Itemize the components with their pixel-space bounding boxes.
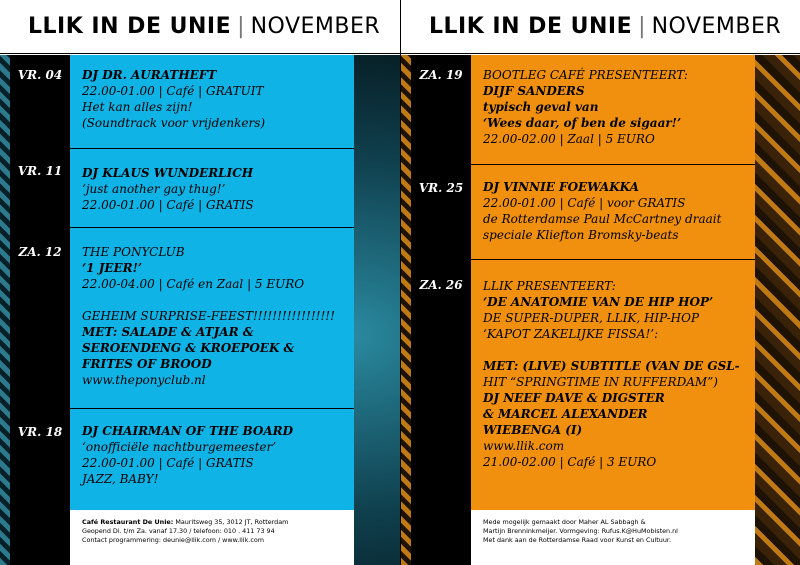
left-header <box>0 0 400 54</box>
event-item <box>70 148 354 227</box>
event-time: 22.00-02.00 | Zaal | 5 EURO <box>483 132 655 146</box>
right-header <box>401 0 800 54</box>
event-presenter: THE PONYCLUB <box>82 245 185 259</box>
event-url[interactable]: www.llik.com <box>483 439 565 453</box>
header-title: LLIK IN DE UNIE <box>28 14 232 39</box>
header-separator: | <box>237 14 245 39</box>
event-item <box>471 55 755 164</box>
event-line: typisch geval van <box>483 100 599 114</box>
event-line: WIEBENGA (I) <box>483 423 583 437</box>
event-line: ‘onofficiële nachtburgemeester’ <box>82 440 277 454</box>
right-edge-stripes <box>401 55 411 565</box>
event-time: 22.00-01.00 | Café | GRATIS <box>82 198 254 212</box>
credits-line: Mede mogelijk gemaakt door Maher AL Sabbagh & <box>483 518 646 526</box>
event-line: GEHEIM SURPRISE-FEEST!!!!!!!!!!!!!!!!! <box>82 309 335 323</box>
event-presenter: BOOTLEG CAFÉ PRESENTEERT: <box>483 68 688 82</box>
venue-address: Mauritsweg 35, 3012 JT, Rotterdam <box>173 518 289 526</box>
event-title: DJ KLAUS WUNDERLICH <box>82 166 254 180</box>
event-line: ‘Wees daar, of ben de sigaar!’ <box>483 116 682 130</box>
event-panel <box>471 55 755 510</box>
event-item <box>70 227 354 408</box>
event-item <box>471 259 755 510</box>
event-date: ZA. 12 <box>18 245 62 259</box>
event-title: DJ CHAIRMAN OF THE BOARD <box>82 424 294 438</box>
event-date: VR. 18 <box>17 425 63 439</box>
event-line: ‘just another gay thug!’ <box>82 182 226 196</box>
opening-hours: Geopend Di. t/m Za. vanaf 17.30 / telefoon: 010 . 411 73 94 <box>82 527 275 535</box>
event-line: speciale Kliefton Bromsky-beats <box>483 228 679 242</box>
credits-line: Met dank aan de Rotterdamse Raad voor Kunst en Cultuur. <box>483 536 671 544</box>
contact-info: Contact programmering: deunie@llik.com / www.llik.com <box>82 536 264 544</box>
event-line: de Rotterdamse Paul McCartney draait <box>483 212 722 226</box>
header-separator: | <box>638 14 646 39</box>
event-date: ZA. 19 <box>419 68 463 82</box>
event-time: 22.00-04.00 | Café en Zaal | 5 EURO <box>82 277 305 291</box>
event-item <box>70 408 354 510</box>
header-month: NOVEMBER <box>250 14 381 39</box>
event-title: ‘1 JEER!’ <box>82 261 143 275</box>
event-date: VR. 25 <box>418 181 464 195</box>
event-title: DJ DR. AURATHEFT <box>82 68 217 82</box>
right-page <box>400 0 800 565</box>
date-column <box>411 55 471 565</box>
event-date: VR. 11 <box>17 164 63 178</box>
event-line: Het kan alles zijn! <box>82 100 193 114</box>
date-column <box>10 55 70 565</box>
event-presenter: LLIK PRESENTEERT: <box>483 279 616 293</box>
event-title: DJ VINNIE FOEWAKKA <box>483 180 639 194</box>
event-line: MET: (LIVE) SUBTITLE (VAN DE GSL- <box>483 359 740 373</box>
event-line: DE SUPER-DUPER, LLIK, HIP-HOP <box>483 311 700 325</box>
credits-footer <box>471 510 755 565</box>
event-line: ‘KAPOT ZAKELIJKE FISSA!’: <box>483 327 659 341</box>
credits-line: Martijn Brenninkmeijer. Vormgeving: Rufus.K@HuMobisten.nl <box>483 527 678 535</box>
event-line: JAZZ, BABY! <box>82 472 159 486</box>
event-line: DJ NEEF DAVE & DIGSTER <box>483 391 665 405</box>
event-line: SEROENDENG & KROEPOEK & <box>82 341 295 355</box>
event-title: DIJF SANDERS <box>483 84 585 98</box>
header-month: NOVEMBER <box>651 14 782 39</box>
event-line: MET: SALADE & ATJAR & <box>82 325 254 339</box>
event-title: ‘DE ANATOMIE VAN DE HIP HOP’ <box>483 295 714 309</box>
event-item <box>70 55 354 148</box>
event-line: (Soundtrack voor vrijdenkers) <box>82 116 266 130</box>
venue-footer <box>70 510 354 565</box>
event-line: & MARCEL ALEXANDER <box>483 407 648 421</box>
event-date: ZA. 26 <box>419 278 463 292</box>
event-time: 22.00-01.00 | Café | voor GRATIS <box>483 196 686 210</box>
left-edge-stripes <box>0 55 10 565</box>
event-time: 22.00-01.00 | Café | GRATUIT <box>82 84 264 98</box>
header-title: LLIK IN DE UNIE <box>429 14 633 39</box>
event-item <box>471 164 755 259</box>
event-line: HIT “SPRINGTIME IN RUFFERDAM”) <box>483 375 718 389</box>
event-time: 21.00-02.00 | Café | 3 EURO <box>483 455 657 469</box>
event-line: FRITES OF BROOD <box>82 357 212 371</box>
event-date: VR. 04 <box>17 68 63 82</box>
event-time: 22.00-01.00 | Café | GRATIS <box>82 456 254 470</box>
event-panel <box>70 55 354 510</box>
event-url[interactable]: www.theponyclub.nl <box>82 373 206 387</box>
venue-name: Café Restaurant De Unie: <box>82 518 174 526</box>
